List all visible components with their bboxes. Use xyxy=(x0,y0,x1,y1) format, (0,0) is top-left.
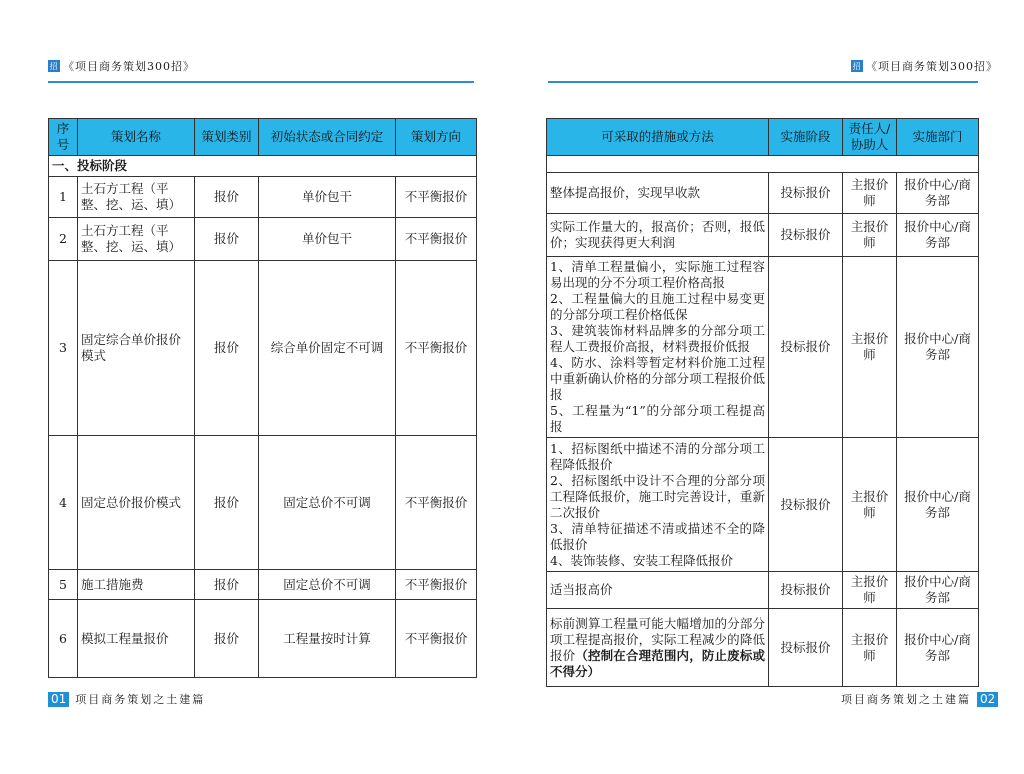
row-name: 土石方工程（平整、挖、运、填） xyxy=(78,218,195,261)
row-stage: 投标报价 xyxy=(769,572,843,609)
row-direction: 不平衡报价 xyxy=(396,570,477,600)
row-person: 主报价师 xyxy=(843,438,897,572)
row-category: 报价 xyxy=(195,570,259,600)
method-line: 1、招标图纸中描述不清的分部分项工程降低报价 xyxy=(550,440,765,472)
section-title: 一、投标阶段 xyxy=(49,156,477,177)
row-no: 5 xyxy=(49,570,78,600)
row-state: 单价包干 xyxy=(259,218,396,261)
row-category: 报价 xyxy=(195,261,259,436)
table-row xyxy=(49,570,477,600)
col-header-person: 责任人/协助人 xyxy=(843,119,897,156)
row-dept: 报价中心/商务部 xyxy=(897,214,979,257)
row-category: 报价 xyxy=(195,436,259,570)
method-text: 标前测算工程量可能大幅增加的分部分项工程提高报价，实际工程减少的降低报价 xyxy=(550,615,765,663)
method-bold-note: （控制在合理范围内，防止废标或不得分） xyxy=(550,647,765,679)
col-header-state: 初始状态或合同约定 xyxy=(259,119,396,156)
header-title: 《项目商务策划300招》 xyxy=(63,60,195,73)
method-line: 3、建筑装饰材料品牌多的分部分项工程人工费报价高报，材料费报价低报 xyxy=(550,323,765,354)
row-person: 主报价师 xyxy=(843,572,897,609)
row-name: 固定总价报价模式 xyxy=(78,436,195,570)
table-row xyxy=(547,438,979,572)
table-row xyxy=(49,177,477,218)
col-header-no: 序号 xyxy=(49,119,78,156)
section-row xyxy=(49,156,477,177)
row-dept: 报价中心/商务部 xyxy=(897,257,979,438)
row-category: 报价 xyxy=(195,177,259,218)
table-row xyxy=(49,218,477,261)
method-line: 5、工程量为“1”的分部分项工程提高报 xyxy=(550,403,765,434)
right-page xyxy=(512,0,1024,774)
col-header-dept: 实施部门 xyxy=(897,119,979,156)
row-no: 4 xyxy=(49,436,78,570)
header-rule xyxy=(548,81,978,83)
row-state: 固定总价不可调 xyxy=(259,570,396,600)
row-state: 工程量按时计算 xyxy=(259,600,396,678)
table-row xyxy=(547,173,979,214)
book-logo-icon: 招 xyxy=(49,61,59,71)
col-header-stage: 实施阶段 xyxy=(769,119,843,156)
row-name: 施工措施费 xyxy=(78,570,195,600)
row-name: 模拟工程量报价 xyxy=(78,600,195,678)
row-method: 实际工作量大的，报高价；否则，报低价；实现获得更大利润 xyxy=(547,214,769,257)
left-header-row xyxy=(49,119,477,156)
row-direction: 不平衡报价 xyxy=(396,600,477,678)
row-method: 适当报高价 xyxy=(547,572,769,609)
right-header-row xyxy=(547,119,979,156)
row-name: 固定综合单价报价模式 xyxy=(78,261,195,436)
row-state: 固定总价不可调 xyxy=(259,436,396,570)
row-person: 主报价师 xyxy=(843,214,897,257)
method-line: 2、工程量偏大的且施工过程中易变更的分部分项工程价格低保 xyxy=(550,291,765,322)
row-dept: 报价中心/商务部 xyxy=(897,609,979,687)
left-table xyxy=(48,118,477,678)
section-spacer-row xyxy=(547,156,979,173)
row-person: 主报价师 xyxy=(843,609,897,687)
table-row xyxy=(547,214,979,257)
row-no: 2 xyxy=(49,218,78,261)
footer-title: 项目商务策划之土建篇 xyxy=(75,693,206,706)
row-no: 1 xyxy=(49,177,78,218)
method-line: 1、清单工程量偏小，实际施工过程容易出现的分不分项工程价格高报 xyxy=(550,259,765,290)
right-footer xyxy=(841,691,998,707)
method-line: 4、装饰装修、安装工程降低报价 xyxy=(550,552,733,568)
table-row xyxy=(49,600,477,678)
row-person: 主报价师 xyxy=(843,173,897,214)
header-rule xyxy=(48,81,474,83)
table-row xyxy=(547,609,979,687)
table-row xyxy=(49,436,477,570)
row-method xyxy=(547,438,769,572)
row-state: 综合单价固定不可调 xyxy=(259,261,396,436)
col-header-method: 可采取的措施或方法 xyxy=(547,119,769,156)
right-table xyxy=(546,118,979,687)
row-dept: 报价中心/商务部 xyxy=(897,438,979,572)
row-category: 报价 xyxy=(195,218,259,261)
row-no: 6 xyxy=(49,600,78,678)
page-number: 02 xyxy=(977,692,998,707)
method-line: 4、防水、涂料等暂定材料价施工过程中重新确认价格的分部分项工程报价低报 xyxy=(550,355,765,402)
book-logo-icon: 招 xyxy=(852,61,862,71)
col-header-category: 策划类别 xyxy=(195,119,259,156)
left-footer xyxy=(48,691,205,707)
section-spacer xyxy=(547,156,979,173)
row-person: 主报价师 xyxy=(843,257,897,438)
row-direction: 不平衡报价 xyxy=(396,218,477,261)
row-stage: 投标报价 xyxy=(769,257,843,438)
header-title: 《项目商务策划300招》 xyxy=(866,60,998,73)
row-method xyxy=(547,257,769,438)
table-row xyxy=(547,572,979,609)
row-stage: 投标报价 xyxy=(769,214,843,257)
col-header-direction: 策划方向 xyxy=(396,119,477,156)
row-direction: 不平衡报价 xyxy=(396,261,477,436)
row-dept: 报价中心/商务部 xyxy=(897,572,979,609)
row-no: 3 xyxy=(49,261,78,436)
left-header xyxy=(48,58,195,74)
row-name: 土石方工程（平整、挖、运、填） xyxy=(78,177,195,218)
row-method: 整体提高报价，实现早收款 xyxy=(547,173,769,214)
row-dept: 报价中心/商务部 xyxy=(897,173,979,214)
row-stage: 投标报价 xyxy=(769,438,843,572)
row-category: 报价 xyxy=(195,600,259,678)
row-method xyxy=(547,609,769,687)
col-header-name: 策划名称 xyxy=(78,119,195,156)
table-row xyxy=(49,261,477,436)
page-number: 01 xyxy=(48,692,69,707)
right-header xyxy=(851,58,998,74)
method-line: 3、清单特征描述不清或描述不全的降低报价 xyxy=(550,520,765,552)
row-direction: 不平衡报价 xyxy=(396,177,477,218)
row-stage: 投标报价 xyxy=(769,609,843,687)
footer-title: 项目商务策划之土建篇 xyxy=(841,693,971,706)
row-state: 单价包干 xyxy=(259,177,396,218)
table-row xyxy=(547,257,979,438)
method-line: 2、招标图纸中设计不合理的分部分项工程降低报价，施工时完善设计，重新二次报价 xyxy=(550,472,765,520)
row-stage: 投标报价 xyxy=(769,173,843,214)
row-direction: 不平衡报价 xyxy=(396,436,477,570)
